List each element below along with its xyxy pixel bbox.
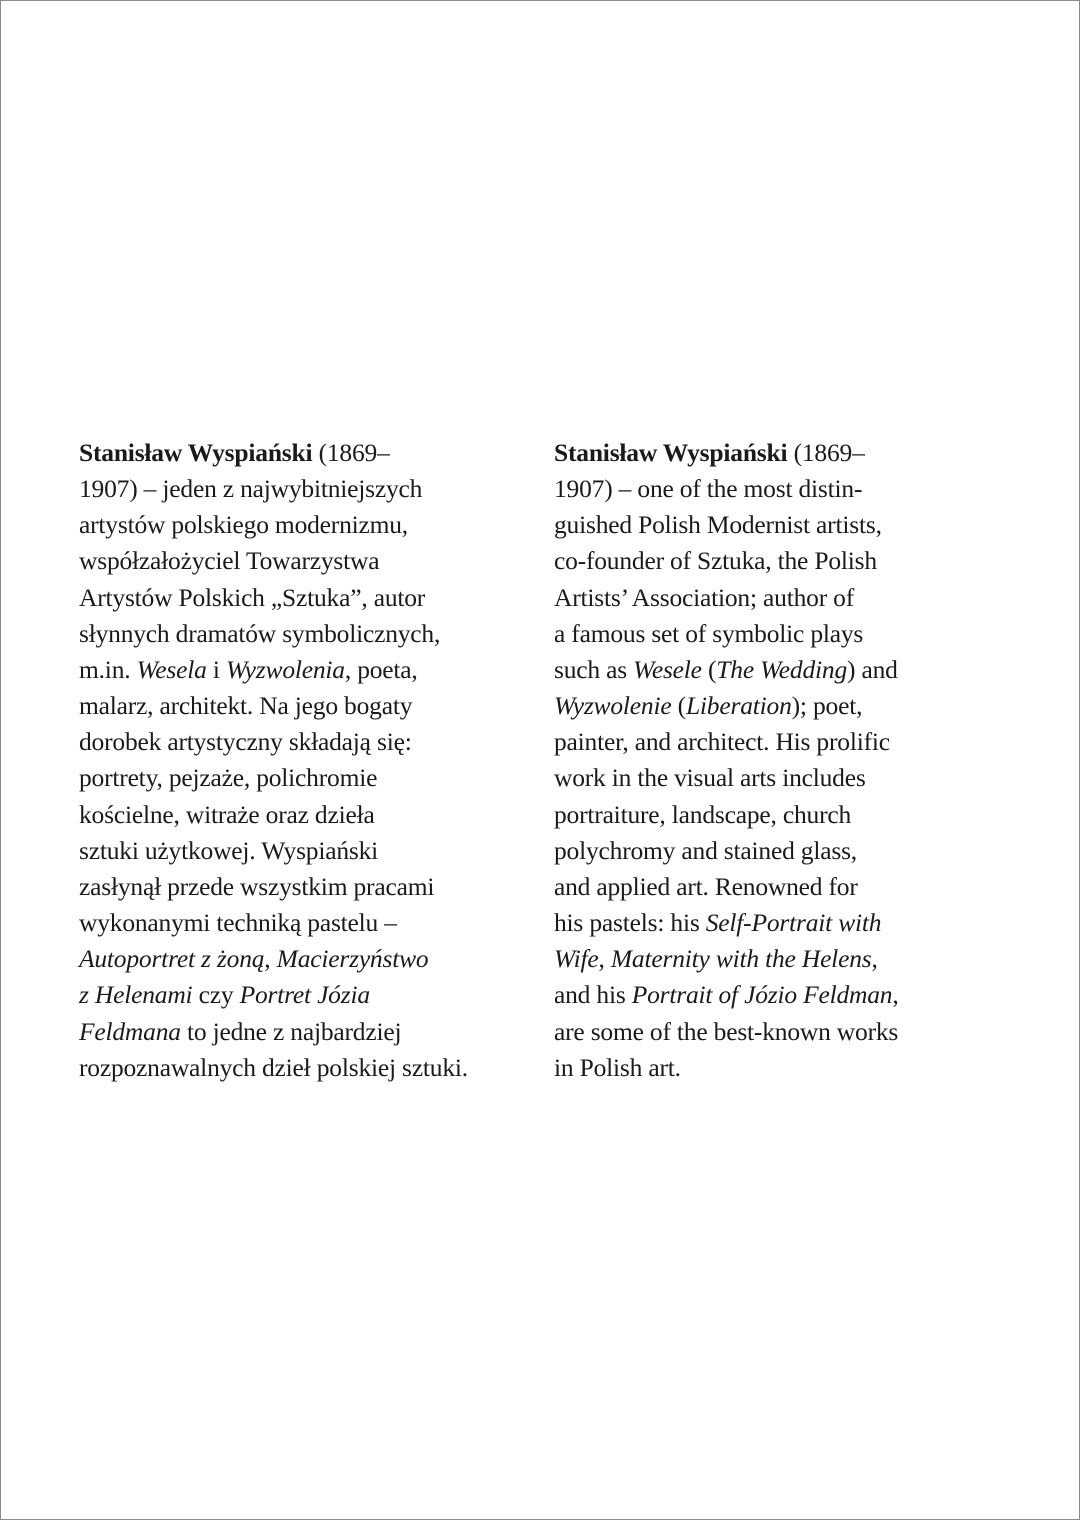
text-line bbox=[79, 1014, 549, 1050]
text-run: ( bbox=[701, 654, 717, 684]
text-line bbox=[79, 977, 549, 1013]
text-run: malarz, architekt. Na jego bogaty bbox=[79, 691, 413, 721]
text-line bbox=[79, 905, 549, 941]
text-line bbox=[554, 616, 1024, 652]
text-run: współzałożyciel Towarzystwa bbox=[79, 546, 380, 576]
bold-name: Stanisław Wyspiański bbox=[554, 438, 788, 467]
text-line bbox=[79, 760, 549, 796]
text-line bbox=[554, 652, 1024, 688]
italic-title: Self-Portrait with bbox=[705, 908, 882, 938]
text-line bbox=[554, 543, 1024, 579]
italic-title: The Wedding bbox=[716, 654, 848, 684]
text-run: artystów polskiego modernizmu, bbox=[79, 510, 408, 540]
text-line bbox=[554, 1050, 1024, 1086]
text-line bbox=[554, 869, 1024, 905]
italic-title: Wife bbox=[554, 944, 599, 974]
text-run: portraiture, landscape, church bbox=[554, 799, 852, 829]
text-run: to jedne z najbardziej bbox=[180, 1016, 402, 1046]
text-line bbox=[554, 797, 1024, 833]
text-line bbox=[554, 905, 1024, 941]
text-run: , bbox=[871, 944, 878, 974]
text-run: dorobek artystyczny składają się: bbox=[79, 727, 412, 757]
italic-title: Feldmana bbox=[79, 1016, 181, 1046]
text-line bbox=[554, 580, 1024, 616]
polish-text-column bbox=[79, 435, 549, 1086]
text-run: , bbox=[264, 944, 277, 974]
text-line bbox=[554, 724, 1024, 760]
text-line bbox=[554, 471, 1024, 507]
text-line bbox=[554, 688, 1024, 724]
text-line bbox=[79, 688, 549, 724]
text-run: , bbox=[892, 980, 899, 1010]
text-run: his pastels: his bbox=[554, 908, 706, 938]
text-run: co-founder of Sztuka, the Polish bbox=[554, 546, 877, 576]
text-line bbox=[79, 833, 549, 869]
text-line bbox=[79, 580, 549, 616]
text-run: m.in. bbox=[79, 654, 137, 684]
text-run: in Polish art. bbox=[554, 1052, 681, 1082]
text-run: wykonanymi techniką pastelu – bbox=[79, 908, 397, 938]
text-line bbox=[79, 941, 549, 977]
text-run: czy bbox=[192, 980, 240, 1010]
text-run: ( bbox=[671, 691, 686, 721]
text-run: 1907) – jeden z najwybitniejszych bbox=[79, 474, 423, 504]
text-line bbox=[79, 471, 549, 507]
italic-title: Wesela bbox=[136, 654, 207, 684]
italic-title: Macierzyństwo bbox=[276, 944, 429, 974]
text-run: guished Polish Modernist artists, bbox=[554, 510, 882, 540]
text-run: , poeta, bbox=[344, 654, 418, 684]
text-run: zasłynął przede wszystkim pracami bbox=[79, 871, 435, 901]
text-run: and applied art. Renowned for bbox=[554, 871, 858, 901]
text-line bbox=[554, 833, 1024, 869]
italic-title: Autoportret z żoną bbox=[79, 944, 265, 974]
text-line bbox=[554, 1014, 1024, 1050]
text-run: ) and bbox=[847, 654, 898, 684]
text-run: kościelne, witraże oraz dzieła bbox=[79, 799, 375, 829]
italic-title: z Helenami bbox=[79, 980, 193, 1010]
text-line bbox=[79, 652, 549, 688]
text-run: polychromy and stained glass, bbox=[554, 835, 857, 865]
bold-name: Stanisław Wyspiański bbox=[79, 438, 313, 467]
text-line bbox=[554, 507, 1024, 543]
text-line bbox=[554, 977, 1024, 1013]
italic-title: Portrait of Józio Feldman bbox=[631, 980, 893, 1010]
italic-title: Wesele bbox=[633, 654, 702, 684]
text-line bbox=[79, 724, 549, 760]
text-run: and his bbox=[554, 980, 632, 1010]
text-run: (1869– bbox=[787, 438, 865, 467]
italic-title: Portret Józia bbox=[239, 980, 370, 1010]
text-line bbox=[554, 435, 1024, 471]
text-run: rozpoznawalnych dzieł polskiej sztuki. bbox=[79, 1052, 468, 1082]
text-run: a famous set of symbolic plays bbox=[554, 618, 864, 648]
text-run: Artists’ Association; author of bbox=[554, 582, 854, 612]
text-run: sztuki użytkowej. Wyspiański bbox=[79, 835, 379, 865]
text-run: ); poet, bbox=[791, 691, 863, 721]
text-run: work in the visual arts includes bbox=[554, 763, 866, 793]
italic-title: Maternity with the Helens bbox=[610, 944, 872, 974]
text-line bbox=[79, 435, 549, 471]
text-line bbox=[79, 797, 549, 833]
text-line bbox=[554, 760, 1024, 796]
italic-title: Liberation bbox=[685, 691, 792, 721]
italic-title: Wyzwolenie bbox=[554, 691, 672, 721]
text-run: such as bbox=[554, 654, 634, 684]
text-run: Artystów Polskich „Sztuka”, autor bbox=[79, 582, 426, 612]
text-run: are some of the best-known works bbox=[554, 1016, 899, 1046]
text-line bbox=[79, 543, 549, 579]
text-line bbox=[554, 941, 1024, 977]
text-run: (1869– bbox=[312, 438, 390, 467]
english-text-column bbox=[554, 435, 1024, 1086]
italic-title: Wyzwolenia bbox=[225, 654, 345, 684]
text-run: i bbox=[206, 654, 226, 684]
text-run: painter, and architect. His prolific bbox=[554, 727, 890, 757]
text-line bbox=[79, 1050, 549, 1086]
text-run: , bbox=[598, 944, 611, 974]
text-line bbox=[79, 869, 549, 905]
text-line bbox=[79, 507, 549, 543]
text-line bbox=[79, 616, 549, 652]
text-run: portrety, pejzaże, polichromie bbox=[79, 763, 378, 793]
text-run: 1907) – one of the most distin- bbox=[554, 474, 863, 504]
text-run: słynnych dramatów symbolicznych, bbox=[79, 618, 441, 648]
